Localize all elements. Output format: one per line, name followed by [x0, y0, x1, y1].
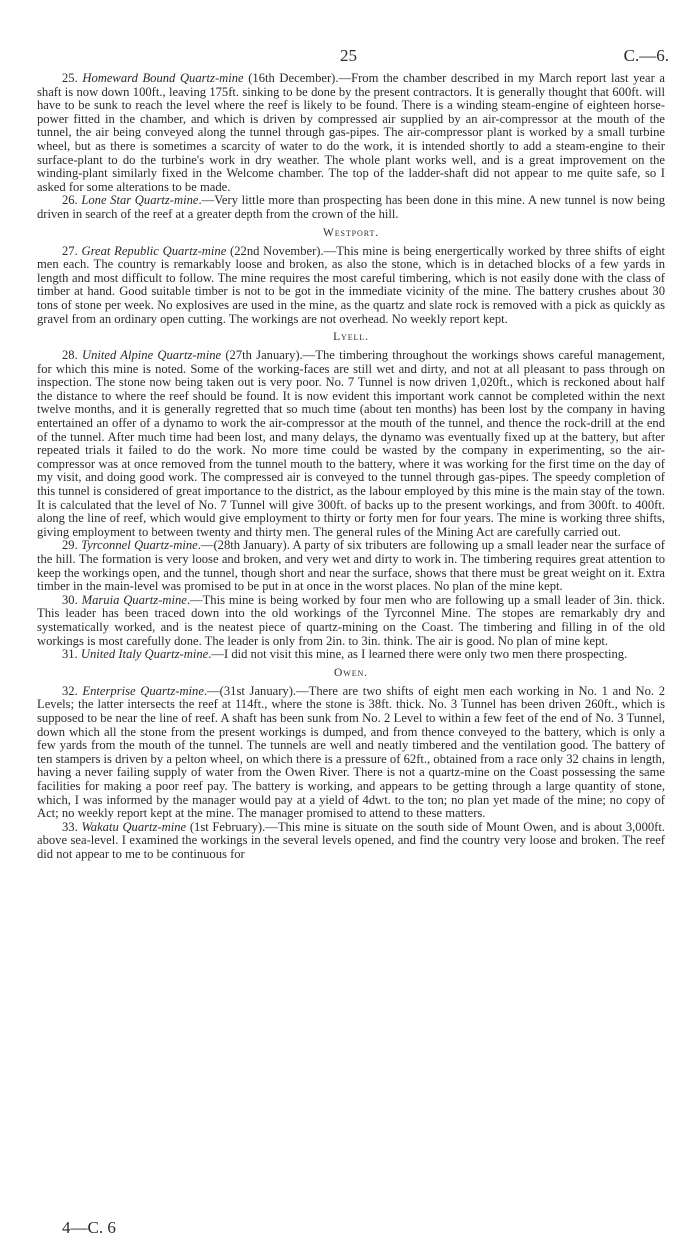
paragraph-number: 33. — [62, 819, 78, 834]
report-body — [37, 72, 665, 861]
paragraph-text: (1st February).—This mine is situate on the south side of Mount Owen, and is about 3,000ft. above sea-level. I examined the workings in the several levels opened, and find the country very loose and broken. The reef did not appear to me to be continuous for — [37, 819, 665, 861]
paragraph-number: 27. — [62, 243, 78, 258]
paragraph-number: 25. — [62, 71, 78, 85]
mine-report-paragraph — [37, 821, 665, 862]
mine-report-paragraph — [37, 245, 665, 327]
paragraph-text: .—Very little more than prospecting has been done in this mine. A new tunnel is now being driven in search of the reef at a greater depth from the crown of the hill. — [37, 193, 665, 221]
mine-name: Wakatu Quartz-mine — [81, 819, 187, 834]
paragraph-text: (16th December).—From the chamber described in my March report last year a shaft is now down 100ft., leaving 175ft. sinking to be done by the present contractors. It is generally thought that 600ft. will have to be sunk to reach the level where the reef is likely to be found. There is a winding steam-engine of eighteen horse-power fitted in the chamber, and which is driven by compressed air supplied by an air-compressor at the mouth of the tunnel, the air being conveyed along the tunnel through gas-pipes. The air-compressor plant is worked by a small turbine wheel, but as there is sometimes a scarcity of water to do the work, it is intended shortly to add a steam-engine to their surface-plant to do the turbine's work in dry weather. The whole plant works well, and is a great improvement on the winding-plant similarly fixed in the Welcome chamber. The top of the ladder-shaft did not appear to me quite safe, so I asked for some alterations to be made. — [37, 71, 665, 194]
page-number: 25 — [340, 46, 357, 65]
paragraph-text: (22nd November).—This mine is being energertically worked by three shifts of eight men each. The country is remarkably loose and broken, as also the stone, which is in detached blocks of a few yards in length and most difficult to follow. The mine requires the most careful timbering, which is not easily done with the class of timber at hand. Good suitable timber is not to be got in the immediate vicinity of the mine. The battery crushes about 30 tons of stone per week. No explosives are used in the mine, as the quartz and slate rock is removed with a pick as quickly as gravel from an ordinary open cutting. The workings are not overhead. No weekly report kept. — [37, 243, 665, 326]
mine-name: Maruia Quartz-mine — [81, 592, 187, 607]
paragraph-text: .—This mine is being worked by four men who are following up a small leader of 3in. thick. This leader has been traced down into the old workings of the Tyrconnel Mine. The stopes are remarkably dry and systematically worked, and is the neatest piece of quartz-mining on the Coast. The timbering and filling in of the old workings is most carefully done. The leader is only from 2in. to 3in. think. The air is good. No plan of mine kept. — [37, 592, 666, 648]
document-reference: C.—6. — [623, 46, 669, 65]
section-heading: Owen. — [334, 666, 368, 679]
mine-report-paragraph — [37, 539, 665, 593]
paragraph-number: 32. — [62, 683, 78, 698]
paragraph-text: .—(28th January). A party of six tributers are following up a small leader near the surface of the hill. The formation is very loose and broken, and very wet and dirty to work in. The timbering requires great attention to keep the workings open, and the tunnel, though short and near the surface, shows that there must be great weight on it. Extra timber in the main-level was promised to be put in at once in the worst places. No plan of the mine kept. — [37, 538, 665, 594]
section-heading: Westport. — [322, 226, 380, 239]
mine-name: United Alpine Quartz-mine — [82, 348, 222, 363]
mine-report-paragraph — [37, 594, 665, 648]
mine-name: Enterprise Quartz-mine — [82, 683, 204, 698]
mine-name: Great Republic Quartz-mine — [81, 243, 227, 258]
paragraph-text: .—(31st January).—There are two shifts of eight men each working in No. 1 and No. 2 Levels; the latter intersects the reef at 114ft., where the stone is 38ft. thick. No. 3 Tunnel has been driven 260ft., which is supposed to be near the line of reef. A shaft has been sunk from No. 2 Level to within a few feet of the end of No. 3 Tunnel, down which all the stone from the present workings is dumped, and from thence conveyed to the battery, which is only a few yards from the mouth of the tunnel. The tunnels are well and neatly timbered and the ventilation good. The battery of ten stampers is driven by a pelton wheel, on which there is a pressure of 62ft., obtained from a race only 32 chains in length, having a never failing supply of water from the Owen River. There is not a quartz-mine on the Coast possessing the same facilities for making a poor reef pay. The battery is working, and appears to be getting through a large quantity of stone, which, I was informed by the manager would pay at a yield of 4dwt. to the ton; no plan yet made of the mine; no copy of Act; no weekly report kept at the mine. The manager promised to attend to these matters. — [37, 683, 665, 821]
paragraph-text: .—I did not visit this mine, as I learned there were only two men there prospecting. — [208, 647, 628, 662]
mine-name: Tyrconnel Quartz-mine — [81, 538, 198, 553]
paragraph-number: 31. — [62, 647, 78, 662]
paragraph-text: (27th January).—The timbering throughout the workings shows careful management, for which this mine is noted. Some of the working-faces are still wet and dirty, and not at all pleasant to pass through on inspection. The stone now being taken out is very poor. No. 7 Tunnel is now driven 1,020ft., which is reckoned about half the distance to where the reef should be found. It is now evident this important work cannot be completed within the next twelve months, and it is generally regretted that so much time (about ten months) has been lost by the company in having entertained an offer of a dynamo to work the air-compressor at the mouth of the tunnel, and thence the rock-drill at the end of the tunnel. After much time had been lost, and many delays, the dynamo was eventually fixed up at the battery, but after repeated trials it failed to do the work. No more time could be wasted by the company in experimenting, so the air-compressor was at once removed from the tunnel mouth to the battery, where it was working for the first time on the day of my visit, and doing good work. The compressed air is conveyed to the tunnel through gas-pipes. The speedy completion of this tunnel is considered of great importance to the district, as the labour employed by this mine is the main stay of the town. It is calculated that the level of No. 7 Tunnel will give 300ft. of backs up to the present workings, and from 300ft. to 400ft. along the line of reef, which would give employment to thirty or forty men for four years. The mine is working three shifts, giving employment to between twenty and thirty men. The general rules of the Mining Act are carefully carried out. — [37, 348, 666, 539]
mine-report-paragraph — [37, 72, 665, 194]
paragraph-number: 30. — [62, 592, 78, 607]
mine-name: Homeward Bound Quartz-mine — [82, 71, 244, 85]
mine-report-paragraph — [37, 194, 665, 221]
mine-report-paragraph — [37, 685, 665, 821]
printer-signature: 4—C. 6 — [62, 1218, 116, 1237]
paragraph-number: 26. — [62, 193, 78, 208]
page-header — [0, 46, 700, 68]
mine-name: Lone Star Quartz-mine — [81, 193, 199, 208]
section-heading: Lyell. — [333, 331, 369, 344]
mine-report-paragraph — [37, 648, 665, 662]
mine-report-paragraph — [37, 349, 665, 539]
mine-name: United Italy Quartz-mine — [80, 647, 209, 662]
paragraph-number: 29. — [62, 538, 78, 553]
paragraph-number: 28. — [62, 348, 78, 363]
